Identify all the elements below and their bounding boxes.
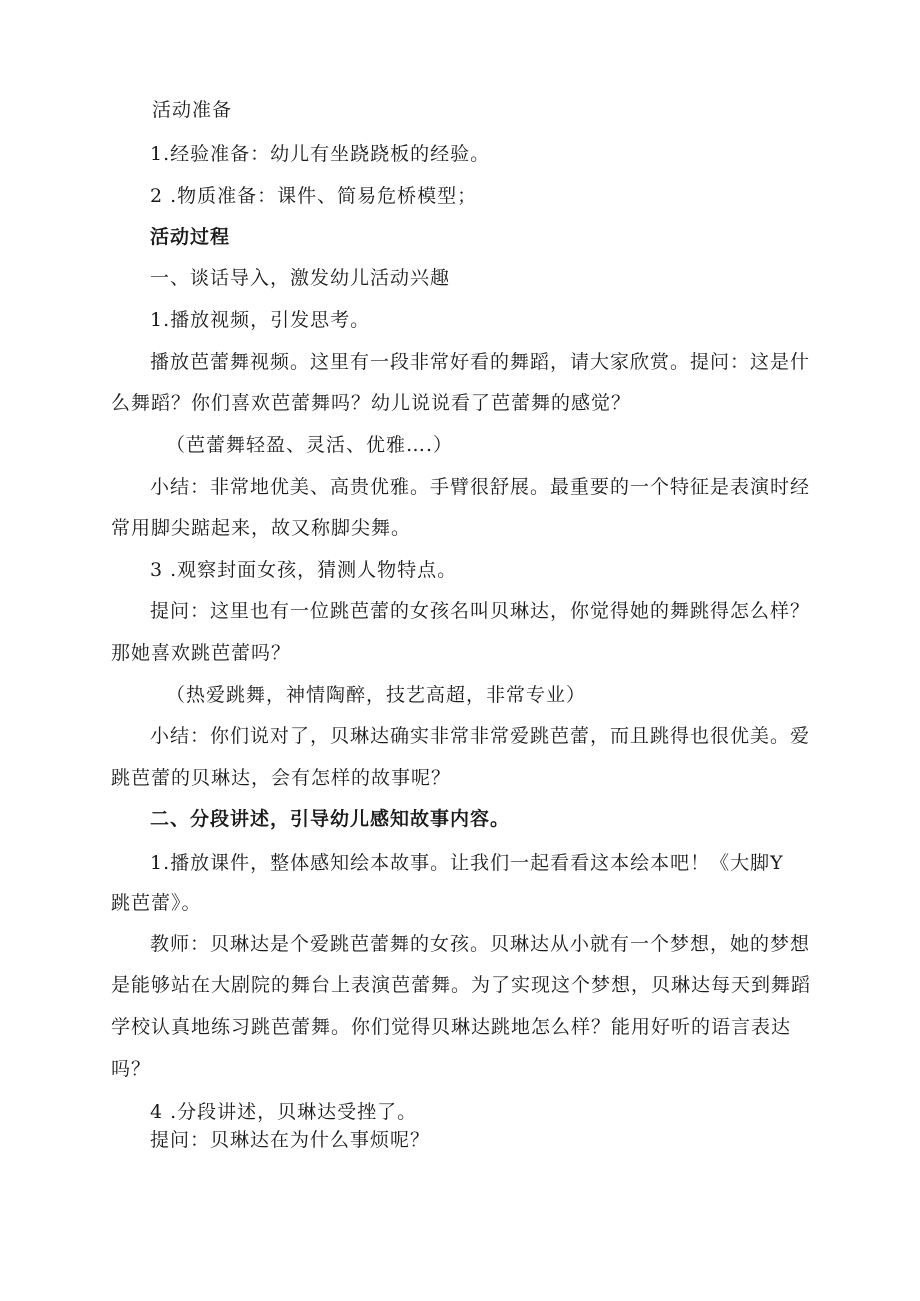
section-1-summary-line: 小结：非常地优美、高贵优雅。手臂很舒展。最重要的一个特征是表演时经 [150, 476, 811, 498]
section-1-step-1: 1.播放视频，引发思考。 [150, 309, 371, 331]
section-1-answer-2: （热爱跳舞，神情陶醉，技艺高超，非常专业） [166, 684, 587, 706]
section-2-teacher-line: 吗？ [111, 1058, 152, 1080]
section-1-question-line: 提问：这里也有一位跳芭蕾的女孩名叫贝琳达，你觉得她的舞跳得怎么样？ [150, 600, 811, 622]
section-2-title: 二、分段讲述，引导幼儿感知故事内容。 [150, 808, 511, 830]
preparation-item-2: 2 .物质准备：课件、简易危桥模型； [150, 185, 478, 207]
section-1-title: 一、谈话导入，激发幼儿活动兴趣 [150, 267, 451, 289]
section-2-step-1-line: 跳芭蕾》。 [111, 892, 202, 914]
section-2-teacher-line: 教师：贝琳达是个爱跳芭蕾舞的女孩。贝琳达从小就有一个梦想，她的梦想 [150, 933, 811, 955]
section-2-step-4: 4 .分段讲述，贝琳达受挫了。 [150, 1101, 418, 1123]
preparation-heading: 活动准备 [152, 99, 233, 121]
section-2-question-3: 提问：贝琳达在为什么事烦呢？ [150, 1129, 431, 1151]
section-2-teacher-line: 是能够站在大剧院的舞台上表演芭蕾舞。为了实现这个梦想，贝琳达每天到舞蹈 [111, 974, 812, 996]
section-1-question-line: 那她喜欢跳芭蕾吗？ [111, 642, 292, 664]
section-1-summary-line: 常用脚尖踮起来，故又称脚尖舞。 [111, 517, 412, 539]
section-1-summary-line: 小结：你们说对了，贝琳达确实非常非常爱跳芭蕾，而且跳得也很优美。爱 [150, 725, 811, 747]
section-1-step-3: 3 .观察封面女孩，猜测人物特点。 [150, 559, 458, 581]
section-1-paragraph-line: 播放芭蕾舞视频。这里有一段非常好看的舞蹈，请大家欣赏。提问：这是什 [150, 351, 811, 373]
section-1-summary-line: 跳芭蕾的贝琳达，会有怎样的故事呢？ [111, 767, 452, 789]
preparation-item-1: 1.经验准备：幼儿有坐跷跷板的经验。 [150, 143, 491, 165]
section-2-teacher-line: 学校认真地练习跳芭蕾舞。你们觉得贝琳达跳地怎么样？能用好听的语言表达 [111, 1016, 792, 1038]
section-2-step-1-line: 1.播放课件，整体感知绘本故事。让我们一起看看这本绘本吧！《大脚Y [150, 852, 784, 874]
process-heading: 活动过程 [150, 226, 231, 248]
section-1-answer-1: （芭蕾舞轻盈、灵活、优雅….） [166, 434, 454, 456]
section-1-paragraph-line: 么舞蹈？你们喜欢芭蕾舞吗？幼儿说说看了芭蕾舞的感觉？ [111, 392, 632, 414]
